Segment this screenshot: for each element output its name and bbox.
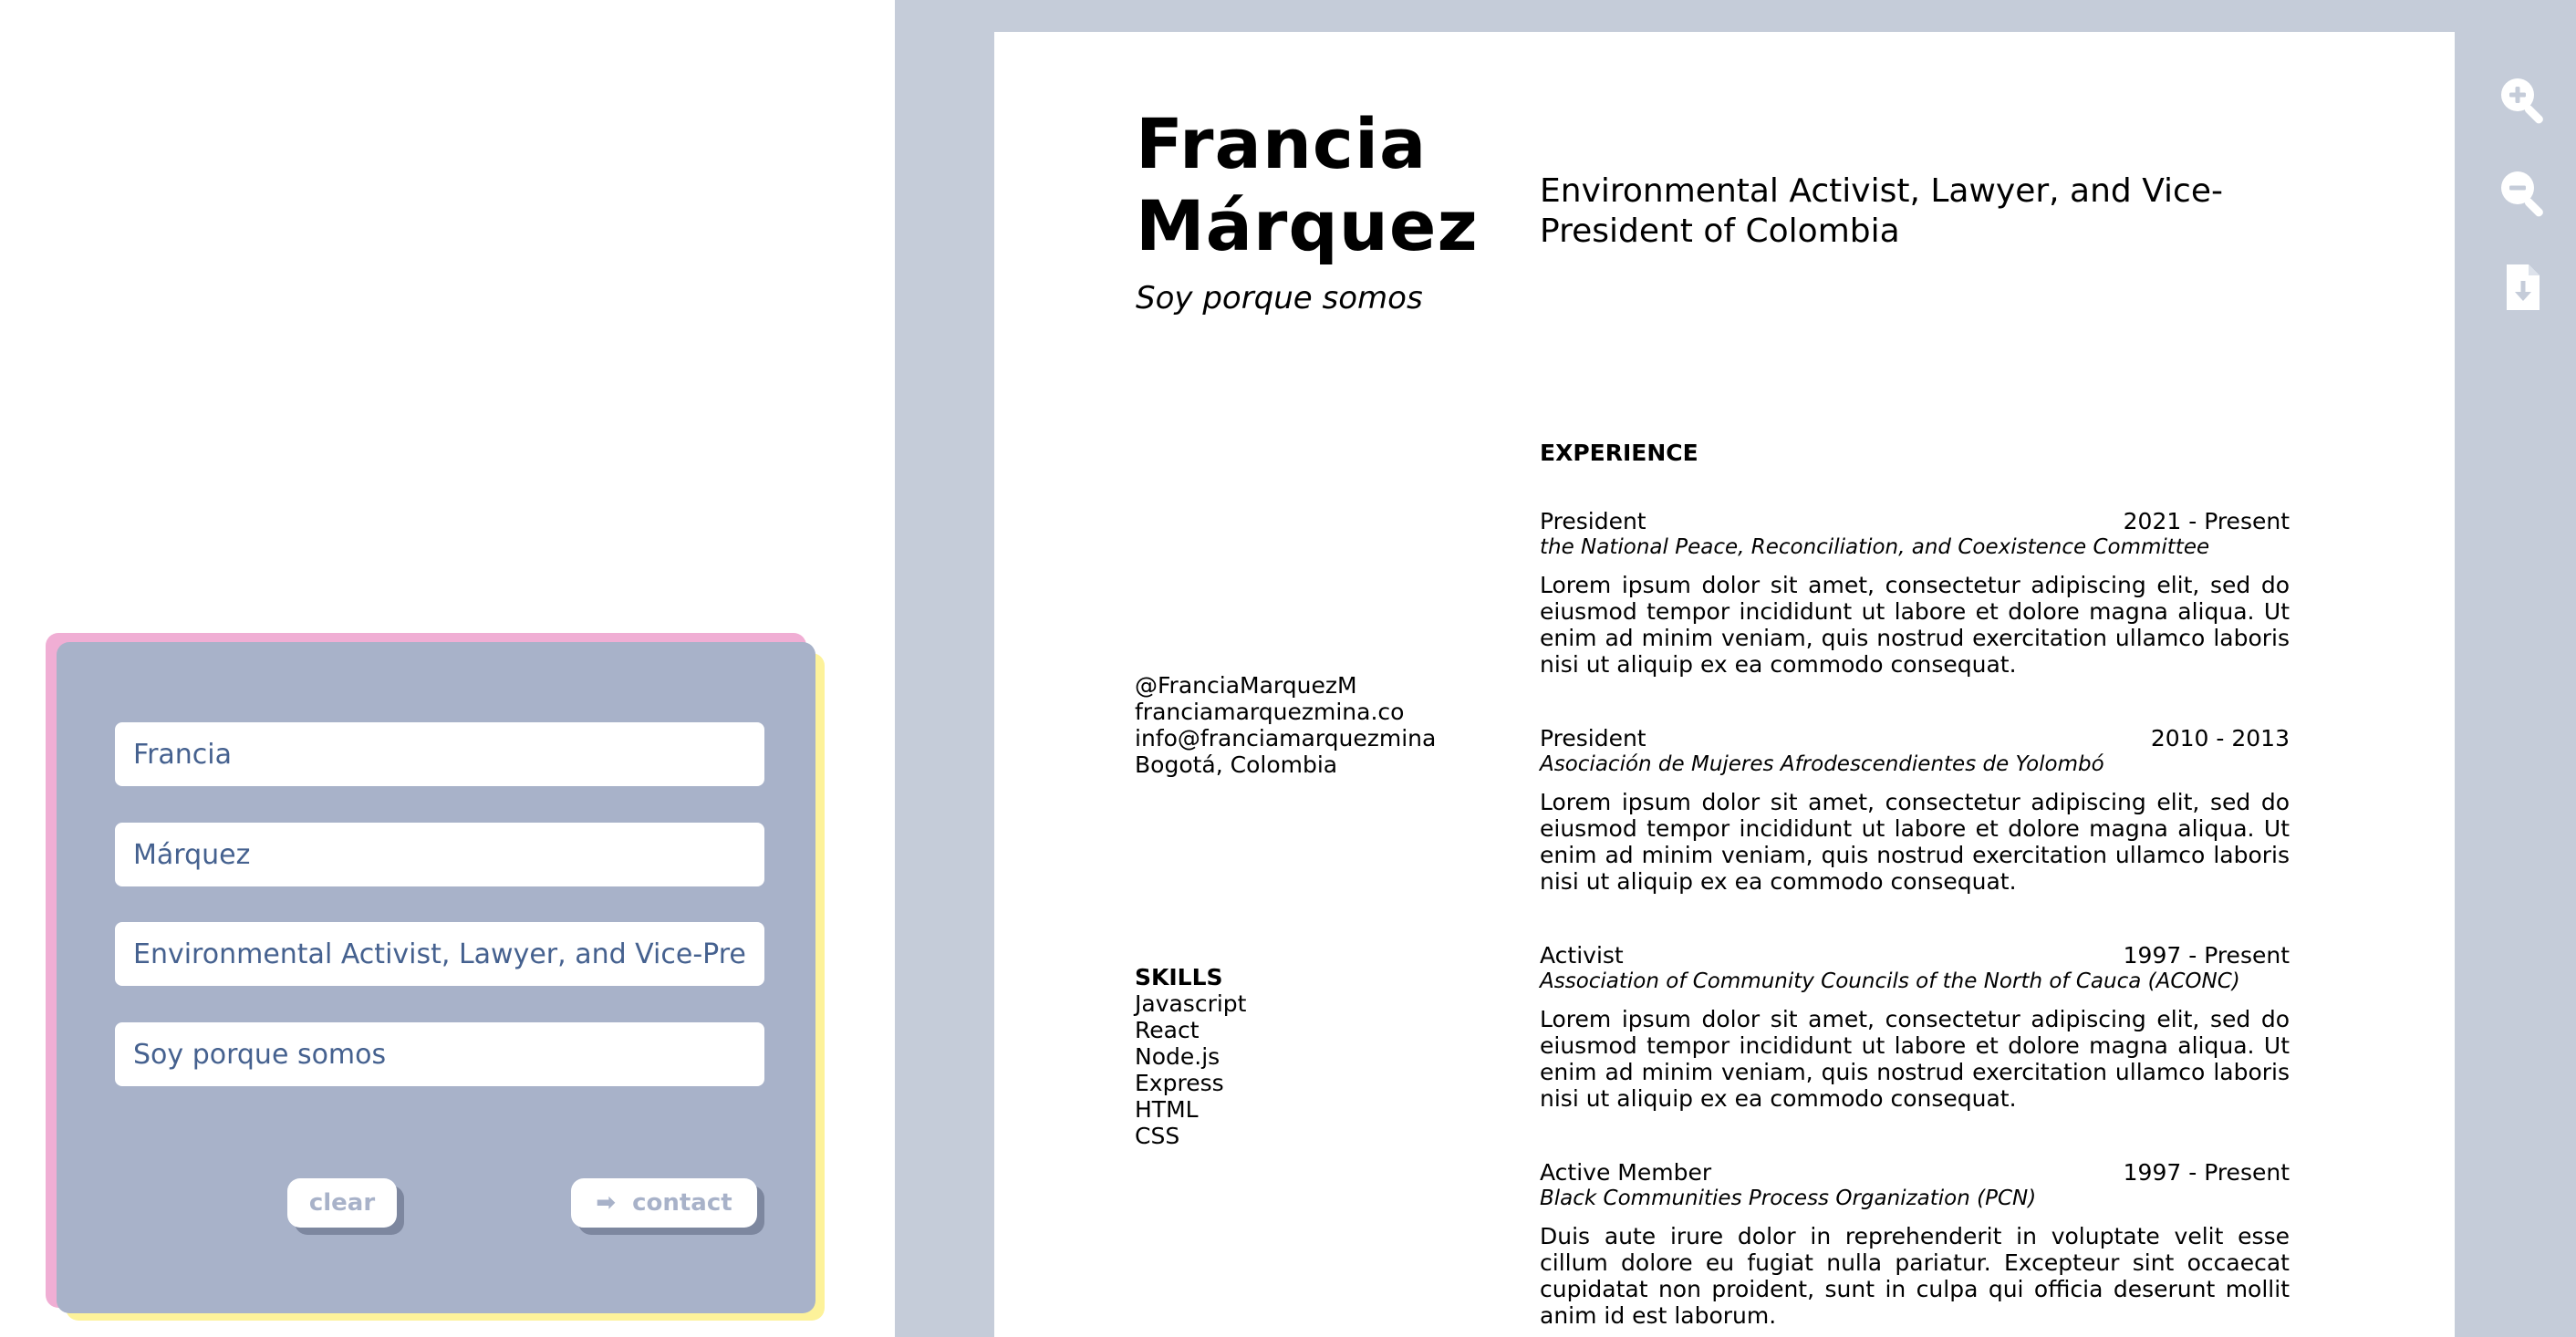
resume-last-name: Márquez <box>1136 185 1479 266</box>
job-description: Lorem ipsum dolor sit amet, consectetur adipiscing elit, sed do eiusmod tempor incididunt ut labore et dolore magna aliqua. Ut enim ad minim veniam, quis nostrud exercitation ullamco laboris nisi ut aliquip ex ea commodo consequat. <box>1540 572 2290 678</box>
contact-button[interactable] <box>571 1178 757 1228</box>
experience-item <box>1540 508 2290 678</box>
arrow-right-icon: ➡ <box>596 1189 617 1217</box>
skill-item: HTML <box>1135 1096 1199 1123</box>
resume-motto: Soy porque somos <box>1136 280 1423 316</box>
contact-button-label: contact <box>632 1189 732 1217</box>
skill-item: Express <box>1135 1070 1224 1096</box>
skill-item: React <box>1135 1017 1200 1043</box>
clear-button[interactable] <box>287 1178 397 1228</box>
experience-item <box>1540 1159 2290 1329</box>
job-organization: Association of Community Councils of the North of Cauca (ACONC) <box>1540 969 2240 993</box>
job-dates: 1997 - Present <box>2123 1159 2290 1186</box>
contact-email: info@franciamarquezmina <box>1135 725 1437 751</box>
zoom-in-icon[interactable] <box>2498 75 2549 126</box>
job-organization: Asociación de Mujeres Afrodescendientes de Yolombó <box>1540 752 2104 776</box>
skill-item: Node.js <box>1135 1043 1220 1070</box>
skill-item: Javascript <box>1135 990 1247 1017</box>
job-organization: Black Communities Process Organization (PCN) <box>1540 1187 2037 1210</box>
job-organization: the National Peace, Reconciliation, and Coexistence Committee <box>1540 535 2210 559</box>
contact-location: Bogotá, Colombia <box>1135 751 1338 778</box>
resume-headline: Environmental Activist, Lawyer, and Vice-President of Colombia <box>1540 172 2223 250</box>
job-description: Lorem ipsum dolor sit amet, consectetur adipiscing elit, sed do eiusmod tempor incididunt ut labore et dolore magna aliqua. Ut enim ad minim veniam, quis nostrud exercitation ullamco laboris nisi ut aliquip ex ea commodo consequat. <box>1540 789 2290 895</box>
job-role: Active Member <box>1540 1159 1712 1186</box>
zoom-out-icon[interactable] <box>2498 168 2549 219</box>
resume-name <box>1136 103 1479 267</box>
download-icon[interactable] <box>2498 263 2549 314</box>
skills-list <box>1135 990 1246 1149</box>
experience-item <box>1540 725 2290 895</box>
resume-page <box>994 32 2455 1337</box>
job-dates: 1997 - Present <box>2123 942 2290 969</box>
motto-input[interactable] <box>115 1022 764 1086</box>
skills-heading: SKILLS <box>1135 964 1223 990</box>
contact-website: franciamarquezmina.co <box>1135 699 1405 725</box>
job-description: Duis aute irure dolor in reprehenderit in voluptate velit esse cillum dolore eu fugiat nulla pariatur. Excepteur sint occaecat cupidatat non proident, sunt in culpa qui officia deserunt mollit anim id est laborum. <box>1540 1223 2290 1329</box>
clear-button-label: clear <box>308 1189 376 1217</box>
job-role: Activist <box>1540 942 1624 969</box>
experience-heading: EXPERIENCE <box>1540 440 1698 466</box>
skill-item: CSS <box>1135 1123 1180 1149</box>
contact-info <box>1135 672 1436 778</box>
job-dates: 2010 - 2013 <box>2150 725 2290 751</box>
last-name-input[interactable] <box>115 823 764 886</box>
job-role: President <box>1540 508 1646 534</box>
resume-first-name: Francia <box>1136 103 1428 184</box>
headline-input[interactable] <box>115 922 764 986</box>
first-name-input[interactable] <box>115 722 764 786</box>
experience-item <box>1540 942 2290 1112</box>
editor-form <box>57 642 815 1313</box>
job-role: President <box>1540 725 1646 751</box>
job-dates: 2021 - Present <box>2123 508 2290 534</box>
job-description: Lorem ipsum dolor sit amet, consectetur adipiscing elit, sed do eiusmod tempor incididunt ut labore et dolore magna aliqua. Ut enim ad minim veniam, quis nostrud exercitation ullamco laboris nisi ut aliquip ex ea commodo consequat. <box>1540 1006 2290 1112</box>
contact-handle: @FranciaMarquezM <box>1135 672 1357 699</box>
